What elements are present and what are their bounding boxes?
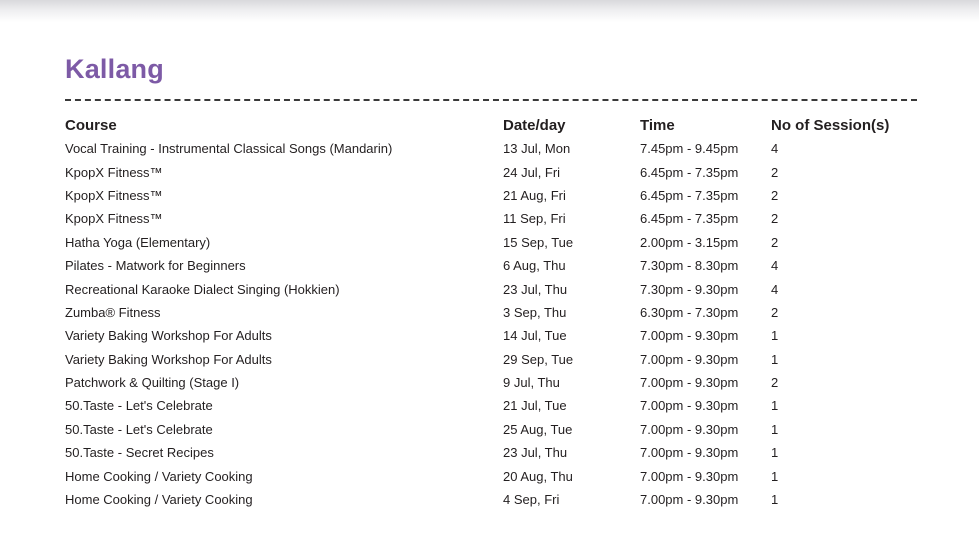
course-name-cell: KpopX Fitness™ <box>65 187 163 203</box>
table-header-row <box>65 114 915 137</box>
date-cell: 24 Jul, Fri <box>503 164 561 180</box>
sessions-cell: 2 <box>771 304 779 320</box>
table-row <box>65 394 915 417</box>
course-name-cell: Hatha Yoga (Elementary) <box>65 234 211 250</box>
date-cell: 21 Aug, Fri <box>503 187 566 203</box>
course-name-cell: Home Cooking / Variety Cooking <box>65 492 253 508</box>
table-row <box>65 277 915 300</box>
course-name-cell: 50.Taste - Let's Celebrate <box>65 398 213 414</box>
time-cell: 7.30pm - 9.30pm <box>640 281 739 297</box>
time-cell: 6.45pm - 7.35pm <box>640 164 739 180</box>
time-cell: 2.00pm - 3.15pm <box>640 234 739 250</box>
sessions-cell: 1 <box>771 398 779 414</box>
table-row <box>65 254 915 277</box>
time-cell: 7.00pm - 9.30pm <box>640 492 739 508</box>
table-row <box>65 324 915 347</box>
course-name-cell: 50.Taste - Let's Celebrate <box>65 421 213 437</box>
date-cell: 14 Jul, Tue <box>503 328 567 344</box>
top-shade <box>0 0 979 22</box>
sessions-cell: 1 <box>771 351 779 367</box>
time-cell: 7.00pm - 9.30pm <box>640 375 739 391</box>
time-cell: 7.00pm - 9.30pm <box>640 351 739 367</box>
time-cell: 6.45pm - 7.35pm <box>640 211 739 227</box>
table-row <box>65 184 915 207</box>
sessions-cell: 1 <box>771 468 779 484</box>
time-cell: 7.30pm - 8.30pm <box>640 258 739 274</box>
time-cell: 6.45pm - 7.35pm <box>640 187 739 203</box>
course-name-cell: Zumba® Fitness <box>65 304 161 320</box>
date-cell: 21 Jul, Tue <box>503 398 567 414</box>
time-cell: 7.00pm - 9.30pm <box>640 328 739 344</box>
course-name-cell: Variety Baking Workshop For Adults <box>65 328 272 344</box>
table-row <box>65 441 915 464</box>
course-name-cell: Patchwork & Quilting (Stage I) <box>65 375 240 391</box>
date-cell: 13 Jul, Mon <box>503 141 571 157</box>
time-cell: 7.00pm - 9.30pm <box>640 421 739 437</box>
column-header-time: Time <box>640 117 675 134</box>
date-cell: 20 Aug, Thu <box>503 468 573 484</box>
table-row <box>65 418 915 441</box>
time-cell: 7.00pm - 9.30pm <box>640 398 739 414</box>
table-row <box>65 371 915 394</box>
time-cell: 6.30pm - 7.30pm <box>640 304 739 320</box>
date-cell: 23 Jul, Thu <box>503 281 568 297</box>
table-row <box>65 488 915 511</box>
table-row <box>65 348 915 371</box>
course-name-cell: Variety Baking Workshop For Adults <box>65 351 272 367</box>
column-header-date: Date/day <box>503 117 566 134</box>
date-cell: 23 Jul, Thu <box>503 445 568 461</box>
date-cell: 29 Sep, Tue <box>503 351 574 367</box>
column-header-course: Course <box>65 117 117 134</box>
sessions-cell: 4 <box>771 141 779 157</box>
sessions-cell: 2 <box>771 375 779 391</box>
sessions-cell: 2 <box>771 211 779 227</box>
sessions-cell: 1 <box>771 328 779 344</box>
table-row <box>65 464 915 487</box>
course-name-cell: Home Cooking / Variety Cooking <box>65 468 253 484</box>
date-cell: 11 Sep, Fri <box>503 211 566 227</box>
sessions-cell: 2 <box>771 187 779 203</box>
table-row <box>65 137 915 160</box>
table-row <box>65 207 915 230</box>
sessions-cell: 4 <box>771 258 779 274</box>
table-row <box>65 160 915 183</box>
course-name-cell: Pilates - Matwork for Beginners <box>65 258 246 274</box>
sessions-cell: 1 <box>771 492 779 508</box>
course-name-cell: KpopX Fitness™ <box>65 211 163 227</box>
date-cell: 15 Sep, Tue <box>503 234 574 250</box>
course-name-cell: KpopX Fitness™ <box>65 164 163 180</box>
table-row <box>65 231 915 254</box>
course-schedule-table <box>65 114 915 511</box>
sessions-cell: 2 <box>771 234 779 250</box>
sessions-cell: 1 <box>771 421 779 437</box>
time-cell: 7.00pm - 9.30pm <box>640 445 739 461</box>
table-row <box>65 301 915 324</box>
time-cell: 7.00pm - 9.30pm <box>640 468 739 484</box>
date-cell: 4 Sep, Fri <box>503 492 560 508</box>
sessions-cell: 1 <box>771 445 779 461</box>
column-header-sessions: No of Session(s) <box>771 117 890 134</box>
course-name-cell: Recreational Karaoke Dialect Singing (Hokkien) <box>65 281 340 297</box>
dashed-divider <box>65 99 917 101</box>
course-name-cell: Vocal Training - Instrumental Classical Songs (Mandarin) <box>65 141 393 157</box>
date-cell: 9 Jul, Thu <box>503 375 560 391</box>
table-body <box>65 137 915 511</box>
time-cell: 7.45pm - 9.45pm <box>640 141 739 157</box>
date-cell: 25 Aug, Tue <box>503 421 573 437</box>
location-heading: Kallang <box>65 54 164 84</box>
date-cell: 6 Aug, Thu <box>503 258 566 274</box>
date-cell: 3 Sep, Thu <box>503 304 567 320</box>
course-name-cell: 50.Taste - Secret Recipes <box>65 445 214 461</box>
sessions-cell: 4 <box>771 281 779 297</box>
sessions-cell: 2 <box>771 164 779 180</box>
